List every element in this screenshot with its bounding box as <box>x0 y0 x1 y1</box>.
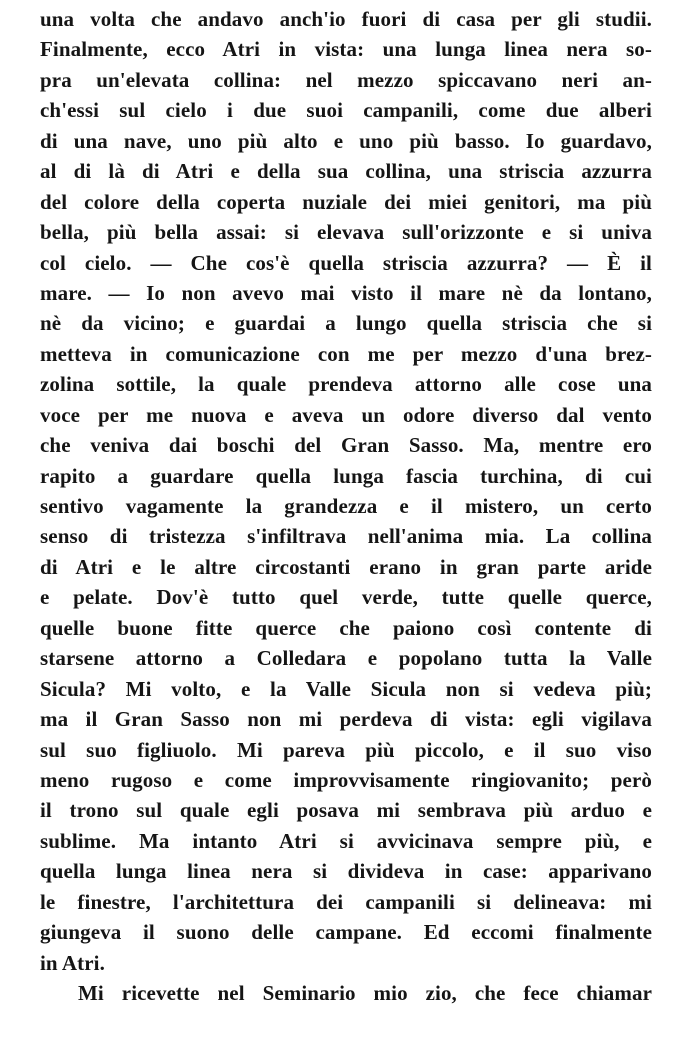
text-line: senso di tristezza s'infiltrava nell'anima mia. La collina <box>40 524 652 549</box>
text-line: ma il Gran Sasso non mi perdeva di vista: egli vigilava <box>40 707 652 732</box>
text-line: una volta che andavo anch'io fuori di casa per gli studii. <box>40 7 652 31</box>
text-line: di Atri e le altre circostanti erano in gran parte aride <box>40 554 652 579</box>
text-line: ch'essi sul cielo i due suoi campanili, come due alberi <box>40 98 652 123</box>
text-line: al di là di Atri e della sua collina, una striscia azzurra <box>40 159 652 184</box>
text-line: bella, più bella assai: si elevava sull'orizzonte e si univa <box>40 220 652 245</box>
text-line: rapito a guardare quella lunga fascia turchina, di cui <box>40 463 652 488</box>
text-line: quelle buone fitte querce che paiono così contente di <box>40 615 652 640</box>
text-line: sul suo figliuolo. Mi pareva più piccolo, e il suo viso <box>40 737 652 762</box>
book-page-text <box>40 4 652 1008</box>
text-line: voce per me nuova e aveva un odore diverso dal vento <box>40 402 652 427</box>
text-line: le finestre, l'architettura dei campanili si delineava: mi <box>40 889 652 914</box>
text-line: Mi ricevette nel Seminario mio zio, che fece chiamar <box>78 981 652 1005</box>
text-line: Sicula? Mi volto, e la Valle Sicula non si vedeva più; <box>40 676 652 701</box>
text-line: nè da vicino; e guardai a lungo quella striscia che si <box>40 311 652 336</box>
text-line: col cielo. — Che cos'è quella striscia azzurra? — È il <box>40 250 652 275</box>
text-line: mare. — Io non avevo mai visto il mare nè da lontano, <box>40 280 652 305</box>
text-line: sentivo vagamente la grandezza e il mistero, un certo <box>40 494 652 518</box>
text-line: in Atri. <box>40 950 105 975</box>
text-line: quella lunga linea nera si divideva in case: apparivano <box>40 859 652 884</box>
text-line: sublime. Ma intanto Atri si avvicinava sempre più, e <box>40 828 652 853</box>
text-line: zolina sottile, la quale prendeva attorno alle cose una <box>40 372 652 397</box>
text-line: Finalmente, ecco Atri in vista: una lunga linea nera so- <box>40 37 652 62</box>
text-line: meno rugoso e come improvvisamente ringiovanito; però <box>40 767 652 792</box>
text-line: di una nave, uno più alto e uno più basso. Io guardavo, <box>40 128 652 153</box>
text-line: e pelate. Dov'è tutto quel verde, tutte quelle querce, <box>40 585 652 610</box>
text-line: giungeva il suono delle campane. Ed eccomi finalmente <box>40 920 652 945</box>
text-line: del colore della coperta nuziale dei miei genitori, ma più <box>40 189 652 214</box>
text-line: metteva in comunicazione con me per mezzo d'una brez- <box>40 341 652 366</box>
text-line: pra un'elevata collina: nel mezzo spiccavano neri an- <box>40 67 652 92</box>
text-line: il trono sul quale egli posava mi sembrava più arduo e <box>40 798 652 823</box>
text-line: starsene attorno a Colledara e popolano tutta la Valle <box>40 646 652 671</box>
text-line: che veniva dai boschi del Gran Sasso. Ma, mentre ero <box>40 433 652 458</box>
